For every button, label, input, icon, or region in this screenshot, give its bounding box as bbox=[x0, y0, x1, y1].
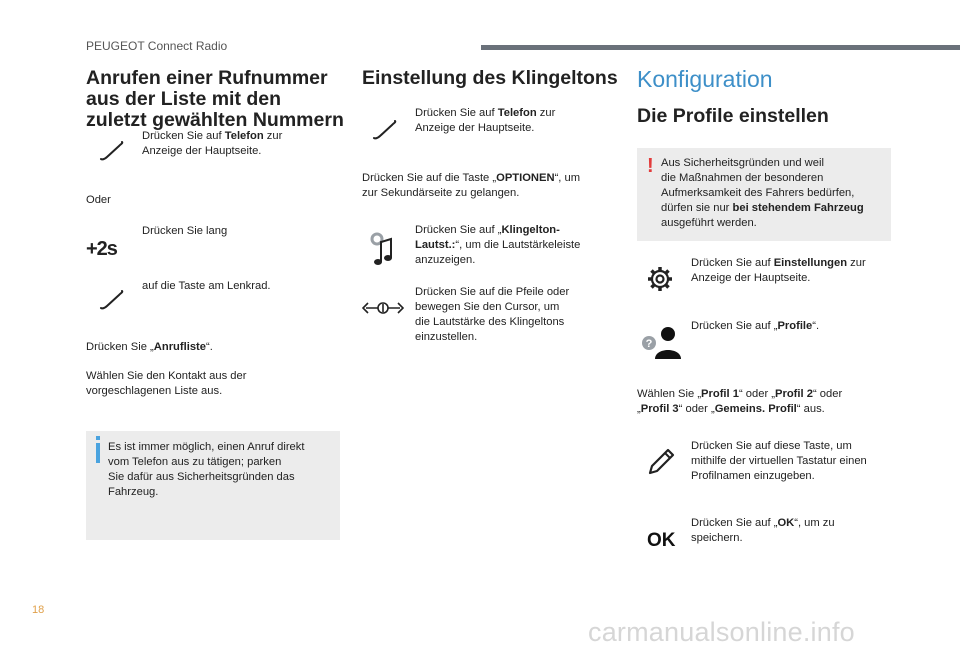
settings-gear-icon bbox=[646, 265, 674, 293]
header-rule bbox=[481, 45, 960, 50]
ringtone-settings-icon bbox=[367, 230, 403, 266]
col1-step-select-contact: Wählen Sie den Kontakt aus der vorgeschlagenen Liste aus. bbox=[86, 370, 247, 397]
info-text: Es ist immer möglich, einen Anruf direkt vom Telefon aus zu tätigen; parken Sie dafür aus Sicherheitsgründen das Fahrzeug. bbox=[108, 441, 305, 498]
phone-icon bbox=[99, 141, 125, 161]
phone-icon bbox=[372, 120, 398, 140]
col1-step-phone: Drücken Sie auf Telefon zur Anzeige der Hauptseite. bbox=[142, 130, 283, 157]
col1-step-steering-button: auf die Taste am Lenkrad. bbox=[142, 280, 271, 292]
col3-step-ok: Drücken Sie auf „OK“, um zu speichern. bbox=[691, 517, 835, 544]
info-icon-bar bbox=[96, 443, 100, 463]
col2-step-options: Drücken Sie auf die Taste „OPTIONEN“, um zur Sekundärseite zu gelangen. bbox=[362, 172, 581, 199]
section-heading-profiles: Die Profile einstellen bbox=[637, 105, 829, 127]
page-number: 18 bbox=[32, 604, 45, 616]
info-icon bbox=[96, 436, 100, 440]
profile-question-mark: ? bbox=[645, 338, 653, 350]
col3-step-settings: Drücken Sie auf Einstellungen zur Anzeige der Hauptseite. bbox=[691, 257, 866, 284]
ok-button-icon: OK bbox=[647, 530, 676, 551]
profile-icon bbox=[641, 325, 683, 361]
warning-icon: ! bbox=[647, 155, 654, 177]
document-header-title: PEUGEOT Connect Radio bbox=[86, 39, 228, 53]
volume-slider-icon bbox=[362, 299, 404, 317]
col1-step-call-list: Drücken Sie „Anrufliste“. bbox=[86, 341, 213, 353]
col3-step-select-profile: Wählen Sie „Profil 1“ oder „Profil 2“ oder „Profil 3“ oder „Gemeins. Profil“ aus. bbox=[637, 388, 843, 415]
col3-step-profiles: Drücken Sie auf „Profile“. bbox=[691, 320, 820, 332]
col2-step-adjust-volume: Drücken Sie auf die Pfeile oder bewegen Sie den Cursor, um die Lautstärke des Klingeltons einzustellen. bbox=[415, 286, 570, 343]
warning-text: Aus Sicherheitsgründen und weil die Maßnahmen der besonderen Aufmerksamkeit des Fahrers bedürfen, dürfen sie nur bei stehendem Fahrzeug ausgeführt werden. bbox=[661, 157, 864, 229]
phone-icon bbox=[99, 290, 125, 310]
watermark: carmanualsonline.info bbox=[588, 617, 855, 647]
col1-step-long-press: Drücken Sie lang bbox=[142, 225, 228, 237]
section-title-configuration: Konfiguration bbox=[637, 66, 773, 92]
section-heading-call-list: Anrufen einer Rufnummer aus der Liste mit den zuletzt gewählten Nummern bbox=[86, 67, 344, 131]
col3-step-enter-name: Drücken Sie auf diese Taste, um mithilfe der virtuellen Tastatur einen Profilnamen einzugeben. bbox=[691, 440, 867, 482]
edit-pencil-icon bbox=[646, 447, 676, 477]
section-heading-ringtone: Einstellung des Klingeltons bbox=[362, 67, 618, 89]
col2-step-ringtone-volume: Drücken Sie auf „Klingelton- Lautst.:“, um die Lautstärkeleiste anzuzeigen. bbox=[415, 224, 581, 266]
col2-step-phone: Drücken Sie auf Telefon zur Anzeige der Hauptseite. bbox=[415, 107, 556, 134]
oder-text: Oder bbox=[86, 194, 111, 206]
press-2s-icon: +2s bbox=[86, 238, 117, 260]
